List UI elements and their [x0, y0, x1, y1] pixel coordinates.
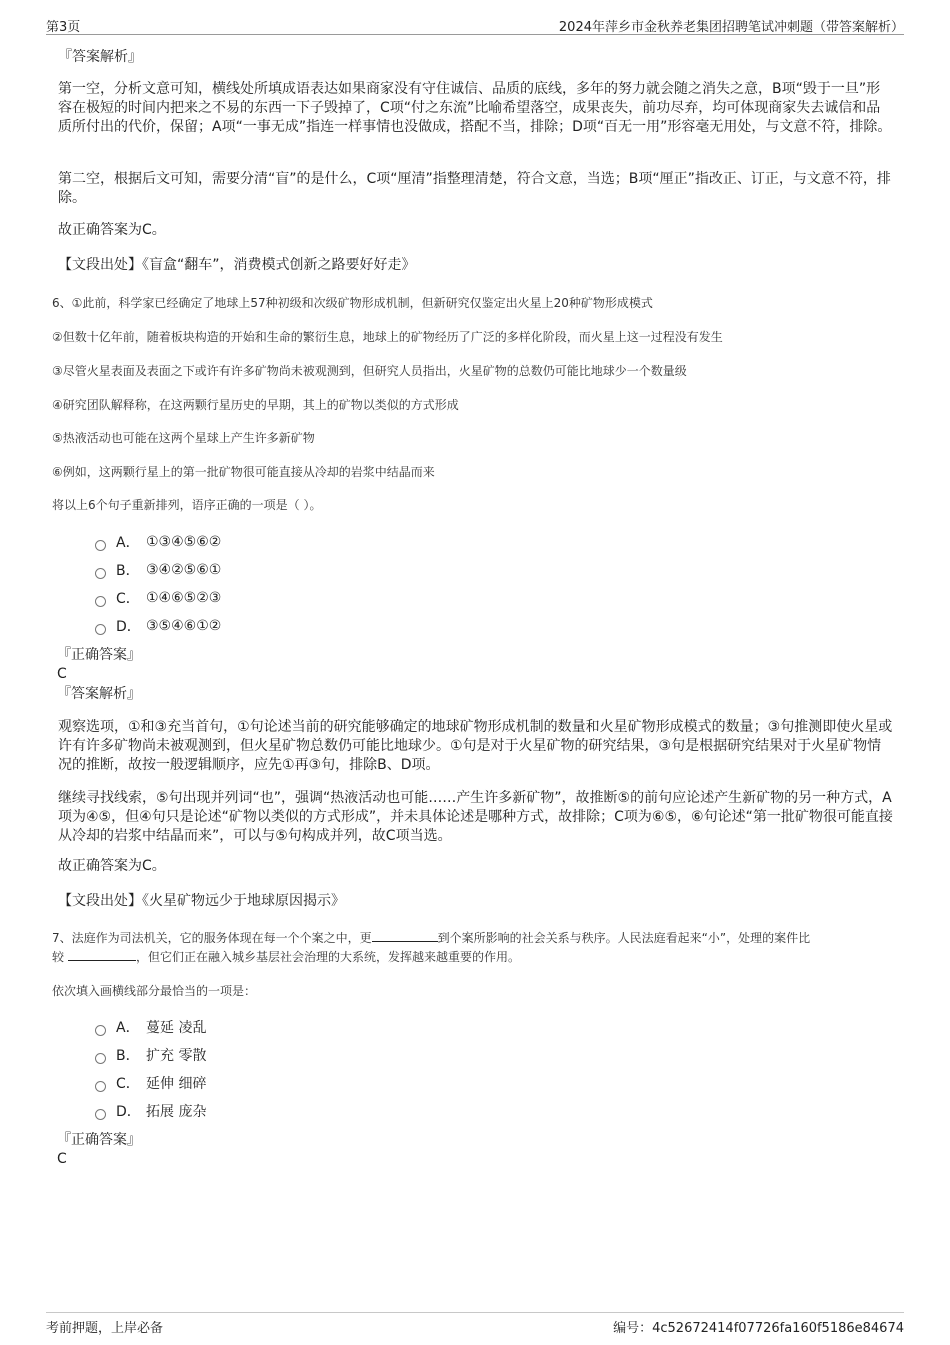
radio-button[interactable]	[95, 624, 106, 635]
option-letter: B．	[116, 563, 140, 579]
analysis-paragraph: 继续寻找线索，⑤句出现并列词“也”，强调“热液活动也可能……产生许多新矿物”，故推断⑤的前句应论述产生新矿物的另一种方式，A项为④⑤，但④句只是论述“矿物以类似的方式形成”，并未具体论述是哪种方式，故排除；C项为⑥⑤，⑥句论述“第一批矿物很可能直接从冷却的岩浆中结晶而来”，可以与⑤句构成并列，故C项当选。	[58, 790, 893, 844]
radio-button[interactable]	[95, 1025, 106, 1036]
option-letter: D．	[116, 619, 141, 635]
fill-blank	[372, 929, 438, 942]
source-citation: 【文段出处】《火星矿物远少于地球原因揭示》	[58, 893, 345, 909]
footer-slogan: 考前押题，上岸必备	[46, 1321, 164, 1336]
option-c[interactable]	[95, 1073, 206, 1093]
question-text: ，但它们正在融入城乡基层社会治理的大系统，发挥越来越重要的作用。	[136, 950, 521, 964]
option-letter: C．	[116, 591, 140, 607]
correct-answer-label: 『正确答案』	[57, 1132, 141, 1148]
document-title: 2024年萍乡市金秋养老集团招聘笔试冲刺题（带答案解析）	[558, 20, 904, 35]
option-text: ①③④⑤⑥②	[146, 534, 222, 550]
option-text: 延伸 细碎	[146, 1076, 207, 1092]
option-d[interactable]	[95, 616, 221, 636]
page-number: 第3页	[46, 20, 81, 35]
source-citation: 【文段出处】《盲盒“翻车”，消费模式创新之路要好好走》	[58, 257, 416, 273]
correct-answer: C	[57, 666, 67, 682]
radio-button[interactable]	[95, 1053, 106, 1064]
option-letter: A．	[116, 535, 140, 551]
document-id: 编号：4c52672414f07726fa160f5186e84674	[613, 1321, 904, 1336]
option-text: 拓展 庞杂	[146, 1104, 207, 1120]
radio-button[interactable]	[95, 540, 106, 551]
option-letter: C．	[116, 1076, 140, 1092]
question-sentence: ⑤热液活动也可能在这两个星球上产生许多新矿物	[52, 431, 315, 445]
analysis-label: 『答案解析』	[57, 686, 141, 702]
question-text: 到个案所影响的社会关系与秩序。人民法庭看起来“小”，处理的案件比	[437, 931, 811, 945]
question-text: 7、法庭作为司法机关，它的服务体现在每一个个案之中，更	[52, 931, 372, 945]
question-stem	[52, 947, 902, 968]
option-text: 扩充 零散	[146, 1048, 207, 1064]
radio-button[interactable]	[95, 596, 106, 607]
option-a[interactable]	[95, 1017, 206, 1037]
question-sentence: ②但数十亿年前，随着板块构造的开始和生命的繁衍生息，地球上的矿物经历了广泛的多样化阶段，而火星上这一过程没有发生	[52, 330, 723, 344]
option-letter: B．	[116, 1048, 140, 1064]
option-b[interactable]	[95, 1045, 206, 1065]
page-footer	[46, 1312, 904, 1335]
radio-button[interactable]	[95, 568, 106, 579]
question-sentence: ⑥例如，这两颗行星上的第一批矿物很可能直接从冷却的岩浆中结晶而来	[52, 465, 435, 479]
analysis-paragraph: 第一空，分析文意可知，横线处所填成语表达如果商家没有守住诚信、品质的底线，多年的努力就会随之消失之意，B项“毁于一旦”形容在极短的时间内把来之不易的东西一下子毁掉了，C项“付之东流”比喻希望落空，成果丧失，前功尽弃，均可体现商家失去诚信和品质所付出的代价，保留；A项“一事无成”指连一样事情也没做成，搭配不当，排除；D项“百无一用”形容毫无用处，与文意不符，排除。	[58, 81, 892, 135]
analysis-paragraph: 第二空，根据后文可知，需要分清“盲”的是什么，C项“厘清”指整理清楚，符合文意，当选；B项“厘正”指改正、订正，与文意不符，排除。	[58, 171, 891, 206]
option-text: ③④②⑤⑥①	[146, 562, 222, 578]
question-sentence: ④研究团队解释称，在这两颗行星历史的早期，其上的矿物以类似的方式形成	[52, 398, 459, 412]
option-letter: D．	[116, 1104, 141, 1120]
question-prompt: 依次填入画横线部分最恰当的一项是：	[52, 984, 257, 998]
question-prompt: 将以上6个句子重新排列，语序正确的一项是（ ）。	[52, 498, 322, 512]
page-header	[46, 14, 904, 35]
radio-button[interactable]	[95, 1081, 106, 1092]
option-a[interactable]	[95, 532, 221, 552]
conclusion-text: 故正确答案为C。	[58, 858, 166, 874]
option-text: ①④⑥⑤②③	[146, 590, 222, 606]
question-sentence: ③尽管火星表面及表面之下或许有许多矿物尚未被观测到，但研究人员指出，火星矿物的总数仍可能比地球少一个数量级	[52, 364, 687, 378]
analysis-paragraph: 观察选项，①和③充当首句，①句论述当前的研究能够确定的地球矿物形成机制的数量和火星矿物形成模式的数量；③句推测即使火星或许有许多矿物尚未被观测到，但火星矿物总数仍可能比地球少。①句是对于火星矿物的研究结果，③句是根据研究结果对于火星矿物情况的推断，故按一般逻辑顺序，应先①再③句，排除B、D项。	[58, 719, 893, 773]
correct-answer-label: 『正确答案』	[57, 647, 141, 663]
option-text: 蔓延 凌乱	[146, 1020, 207, 1036]
option-d[interactable]	[95, 1101, 206, 1121]
conclusion-text: 故正确答案为C。	[58, 222, 166, 238]
question-stem	[52, 928, 902, 949]
radio-button[interactable]	[95, 1109, 106, 1120]
analysis-label: 『答案解析』	[58, 49, 142, 65]
option-text: ③⑤④⑥①②	[146, 618, 222, 634]
option-letter: A．	[116, 1020, 140, 1036]
option-b[interactable]	[95, 560, 221, 580]
correct-answer: C	[57, 1151, 67, 1167]
fill-blank	[68, 948, 136, 961]
question-sentence: 6、①此前，科学家已经确定了地球上57种初级和次级矿物形成机制，但新研究仅鉴定出火星上20种矿物形成模式	[52, 296, 653, 310]
question-text: 较	[52, 950, 65, 964]
option-c[interactable]	[95, 588, 221, 608]
